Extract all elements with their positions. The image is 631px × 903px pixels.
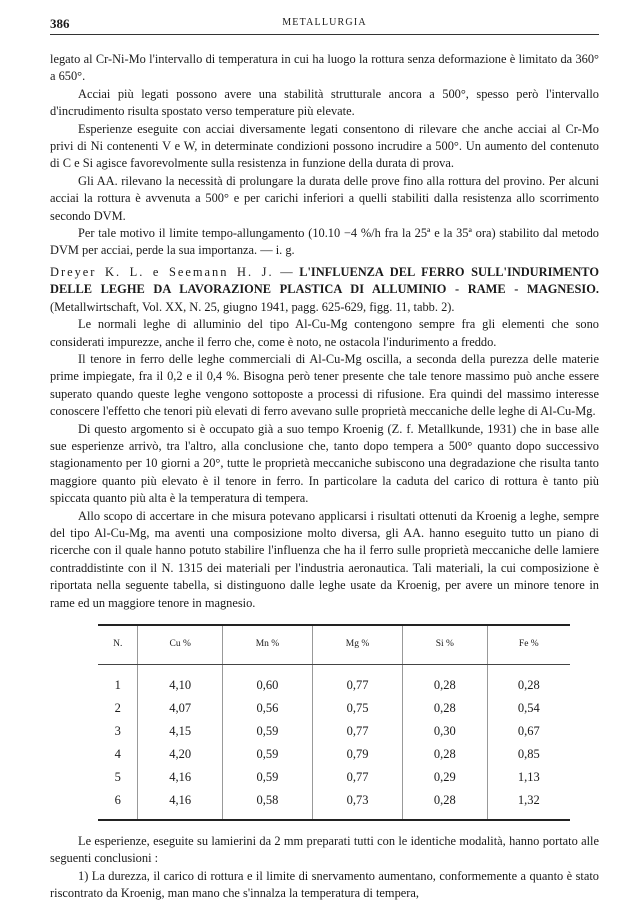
table-cell: 0,58	[222, 789, 312, 820]
table-cell: 0,59	[222, 743, 312, 766]
column-header: Si %	[403, 625, 488, 665]
paragraph: Di questo argomento si è occupato già a suo tempo Kroenig (Z. f. Metallkunde, 1931) che in base alle sue esperienze arrivò, tra l'altro, alla conclusione che, tanto dopo tempera a 500° quanto dopo successivo stagionamento per 10 giorni a 20°, tutte le proprietà meccaniche subiscono una degradazione che risulta tanto maggiore quanto più elevato è il tenore in ferro. In particolare la caduta del carico di rottura è tanto più spiccata quanto più alta è la temperatura di tempera.	[50, 421, 599, 506]
table-cell: 0,85	[487, 743, 570, 766]
entry-authors: Dreyer K. L. e Seemann H. J.	[50, 264, 274, 279]
table-cell: 4,20	[138, 743, 223, 766]
table-cell: 0,79	[313, 743, 403, 766]
table-cell: 4,10	[138, 665, 223, 698]
table-row	[98, 789, 570, 820]
entry-source: (Metallwirtschaft, Vol. XX, N. 25, giugno 1941, pagg. 625-629, figg. 11, tabb. 2).	[50, 299, 455, 314]
table-cell: 1	[114, 677, 121, 692]
abstract-entry	[50, 264, 599, 316]
table-header-row	[98, 625, 570, 665]
table-cell: 0,60	[222, 665, 312, 698]
column-header: Cu %	[138, 625, 223, 665]
table-cell: 0,28	[403, 697, 488, 720]
table-cell: 2	[114, 700, 121, 715]
table-cell: 4,16	[138, 789, 223, 820]
table-cell: 0,28	[403, 743, 488, 766]
paragraph: Le esperienze, eseguite su lamierini da 2 mm preparati tutti con le identiche modalità, hanno portato alle seguenti conclusioni :	[50, 834, 599, 866]
paragraph: legato al Cr-Ni-Mo l'intervallo di temperatura in cui ha luogo la rottura senza deformazione è limitato da 360° a 650°.	[50, 52, 599, 84]
table-cell: 0,29	[403, 766, 488, 789]
paragraph: Gli AA. rilevano la necessità di prolungare la durata delle prove fino alla rottura del provino. Per alcuni acciai la rottura è avvenuta a 500° e per carichi inferiori a quelli stabiliti dalla resistenza allo scorrimento secondo DVM.	[50, 173, 599, 223]
paragraph: Allo scopo di accertare in che misura potevano applicarsi i risultati ottenuti da Kroenig a leghe, sempre del tipo Al-Cu-Mg, ma aventi una composizione molto diversa, gli AA. hanno eseguito tutto un piano di ricerche con il quale hanno potuto stabilire l'influenza che ha il ferro sulle proprietà meccaniche delle lamiere contraddistinte con il N. 1315 dei materiali per l'industria aeronautica. Tali materiali, la cui composizione è riportata nella seguente tabella, si distinguono dalle leghe usate da Kroenig, per avere un minore tenore in rame ed un maggiore tenore in magnesio.	[50, 508, 599, 610]
composition-table	[98, 624, 570, 821]
table-row	[98, 720, 570, 743]
page-header	[50, 14, 599, 35]
table-cell: 0,59	[222, 766, 312, 789]
table-cell: 0,28	[487, 665, 570, 698]
table-cell: 0,59	[222, 720, 312, 743]
table-cell: 5	[114, 769, 121, 784]
table-cell: 0,54	[487, 697, 570, 720]
article-body	[50, 51, 599, 903]
paragraph: Esperienze eseguite con acciai diversamente legati consentono di rilevare che anche acciai al Cr-Mo privi di Ni contenenti V e W, in determinate condizioni possono incrudire a 500°. Un aumento del contenuto di C e Si agisce favorevolmente sulla resistenza in funzione della durata di prova.	[50, 121, 599, 171]
table-cell: 0,77	[313, 766, 403, 789]
table-row	[98, 766, 570, 789]
running-title: METALLURGIA	[282, 17, 367, 28]
table-cell: 0,30	[403, 720, 488, 743]
table-cell: 0,67	[487, 720, 570, 743]
paragraph: Acciai più legati possono avere una stabilità strutturale ancora a 500°, spesso però l'intervallo d'incrudimento risulta spostato verso temperature più elevate.	[50, 86, 599, 119]
table-cell: 4,16	[138, 766, 223, 789]
paragraph: Per tale motivo il limite tempo-allungamento (10.10 −4 %/h fra la 25ª e la 35ª ora) stabilito dal metodo DVM per acciai, perde la sua importanza. — i. g.	[50, 226, 599, 258]
entry-separator: —	[273, 264, 300, 279]
table-cell: 1,32	[487, 789, 570, 820]
entry-title: L'INFLUENZA DEL FERRO SULL'INDURIMENTO DELLE LEGHE DA LAVORAZIONE PLASTICA DI ALLUMINIO - RAME - MAGNESIO.	[50, 264, 599, 297]
paragraph: Il tenore in ferro delle leghe commerciali di Al-Cu-Mg oscilla, a seconda della purezza delle materie prime impiegate, fra il 0,2 e il 0,4 %. Bisogna però tener presente che tale tenore massimo può anche essere superato quando queste leghe vengono sottoposte a processi di rifusione. Era quindi del massimo interesse conoscere l'effetto che tenori più elevati di ferro avevano sulle proprietà meccaniche delle leghe di Al-Cu-Mg.	[50, 351, 599, 419]
table-cell: 0,28	[403, 665, 488, 698]
table-cell: 0,28	[403, 789, 488, 820]
table-row	[98, 697, 570, 720]
table-cell: 1,13	[487, 766, 570, 789]
table-cell: 4,07	[138, 697, 223, 720]
table-row	[98, 665, 570, 698]
table-cell: 6	[114, 792, 121, 807]
page	[50, 14, 599, 903]
table-cell: 0,75	[313, 697, 403, 720]
page-number: 386	[50, 16, 70, 31]
column-header: Mg %	[313, 625, 403, 665]
table-row	[98, 743, 570, 766]
paragraph: 1) La durezza, il carico di rottura e il limite di snervamento aumentano, conformemente a quanto è stato riscontrato da Kroenig, man mano che s'innalza la temperatura di tempera,	[50, 868, 599, 901]
column-header: Fe %	[487, 625, 570, 665]
column-header: N.	[98, 625, 138, 665]
table-cell: 0,77	[313, 665, 403, 698]
table-cell: 0,73	[313, 789, 403, 820]
table-cell: 0,56	[222, 697, 312, 720]
paragraph: Le normali leghe di alluminio del tipo Al-Cu-Mg contengono sempre fra gli elementi che sono considerati impurezze, anche il ferro che, come è noto, ne ostacola l'indurimento a freddo.	[50, 317, 599, 349]
column-header: Mn %	[222, 625, 312, 665]
table-cell: 0,77	[313, 720, 403, 743]
table-cell: 3	[114, 723, 121, 738]
table-cell: 4,15	[138, 720, 223, 743]
table-cell: 4	[114, 746, 121, 761]
